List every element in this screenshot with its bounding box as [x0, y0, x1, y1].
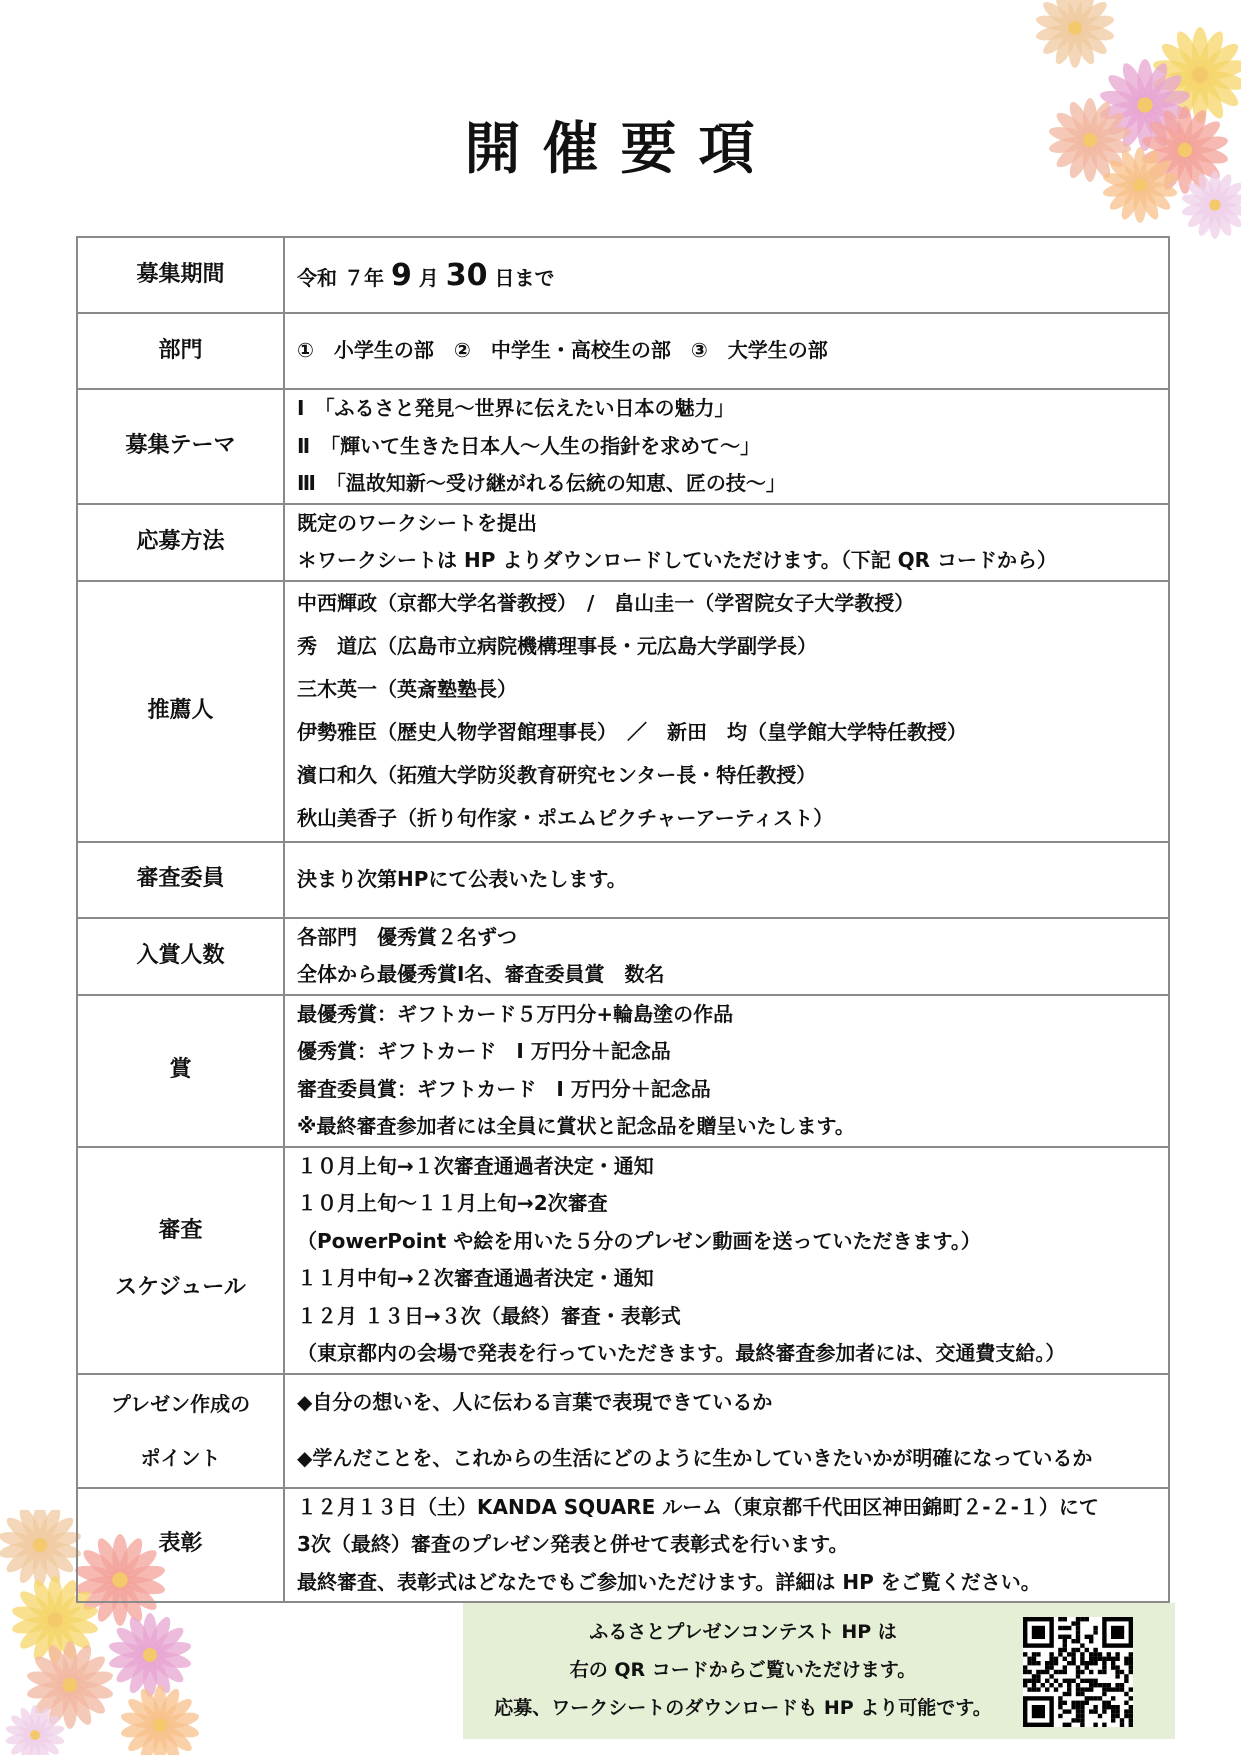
row-apply	[77, 504, 1169, 581]
label-recommenders: 推薦人	[77, 581, 284, 842]
value-points	[284, 1374, 1169, 1488]
recommender-line: 三木英一（英斎塾塾長）	[297, 677, 517, 701]
schedule-label-1: 審査	[158, 1218, 203, 1244]
qr-info-text	[463, 1613, 1023, 1727]
schedule-line: （東京都内の会場で発表を行っていただきます。最終審査参加者には、交通費支給。）	[297, 1341, 1066, 1365]
row-prize	[77, 995, 1169, 1147]
award-line: 最終審査、表彰式はどなたでもご参加いただけます。詳細は HP をご覧ください。	[297, 1569, 1041, 1594]
value-schedule	[284, 1147, 1169, 1374]
row-theme	[77, 389, 1169, 504]
period-year-unit: 年	[363, 265, 384, 290]
points-label-2: ポイント	[140, 1445, 221, 1470]
row-points	[77, 1374, 1169, 1488]
row-judges	[77, 842, 1169, 918]
points-label-1: プレゼン作成の	[110, 1391, 251, 1416]
value-award	[284, 1488, 1169, 1603]
value-judges	[284, 842, 1169, 918]
prize-line: 最優秀賞：ギフトカード５万円分+輪島塗の作品	[297, 1001, 734, 1026]
schedule-line: （PowerPoint や絵を用いた５分のプレゼン動画を送っていただきます。）	[297, 1228, 981, 1253]
row-division	[77, 313, 1169, 389]
points-line: ◆学んだことを、これからの生活にどのように生かしていきたいかが明確になっているか	[297, 1445, 1093, 1470]
label-judges: 審査委員	[77, 842, 284, 918]
recommender-line: 秋山美香子（折り句作家・ポエムピクチャーアーティスト）	[297, 806, 834, 830]
value-prize	[284, 995, 1169, 1147]
apply-line: 既定のワークシートを提出	[297, 510, 537, 535]
recommender-line: 濱口和久（拓殖大学防災教育研究センター長・特任教授）	[297, 763, 817, 787]
value-theme	[284, 389, 1169, 504]
points-line: ◆自分の想いを、人に伝わる言葉で表現できているか	[297, 1390, 773, 1414]
value-apply	[284, 504, 1169, 581]
award-line: 3次（最終）審査のプレゼン発表と併せて表彰式を行います。	[297, 1532, 849, 1556]
row-period	[77, 237, 1169, 313]
period-year: ７	[343, 265, 364, 290]
recommender-line: 秀 道広（広島市立病院機構理事長・元広島大学副学長）	[297, 634, 817, 658]
row-recommenders	[77, 581, 1169, 842]
value-winners	[284, 918, 1169, 995]
label-period: 募集期間	[77, 237, 284, 313]
division-line: ① 小学生の部 ② 中学生・高校生の部 ③ 大学生の部	[297, 338, 828, 363]
apply-line: ＊ワークシートは HP よりダウンロードしていただけます。（下記 QR コードから）	[297, 548, 1058, 572]
label-award: 表彰	[77, 1488, 284, 1603]
value-recommenders	[284, 581, 1169, 842]
schedule-line: １１月中旬→２次審査通過者決定・通知	[297, 1266, 654, 1290]
value-division	[284, 313, 1169, 389]
value-period	[284, 237, 1169, 313]
schedule-line: １０月上旬→１次審査通過者決定・通知	[297, 1153, 654, 1178]
row-schedule	[77, 1147, 1169, 1374]
period-suffix: 日まで	[494, 265, 555, 290]
recommender-line: 伊勢雅臣（歴史人物学習館理事長） ／ 新田 均（皇学館大学特任教授）	[297, 720, 967, 744]
prize-line: 優秀賞：ギフトカード Ⅰ 万円分＋記念品	[297, 1039, 671, 1063]
label-prize: 賞	[77, 995, 284, 1147]
award-line: １２月１３日（土）KANDA SQUARE ルーム（東京都千代田区神田錦町２-２-１）にて	[297, 1494, 1099, 1519]
label-apply: 応募方法	[77, 504, 284, 581]
flower-icon	[1035, 0, 1116, 68]
theme-line: Ⅰ 「ふるさと発見～世界に伝えたい日本の魅力」	[297, 396, 735, 420]
schedule-line: １２月 １３日→３次（最終）審査・表彰式	[297, 1303, 681, 1328]
qr-info-line: 応募、ワークシートのダウンロードも HP より可能です。	[494, 1697, 992, 1719]
label-points	[77, 1374, 284, 1488]
period-month: 9	[390, 257, 412, 293]
qr-info-line: ふるさとプレゼンコンテスト HP は	[589, 1621, 897, 1643]
row-winners	[77, 918, 1169, 995]
label-division: 部門	[77, 313, 284, 389]
flower-icon	[0, 1510, 83, 1587]
period-day: 30	[445, 257, 488, 293]
requirements-table	[76, 236, 1170, 1603]
prize-line: ※最終審査参加者には全員に賞状と記念品を贈呈いたします。	[297, 1114, 855, 1138]
schedule-label-2: スケジュール	[115, 1275, 246, 1300]
prize-line: 審査委員賞：ギフトカード Ⅰ 万円分＋記念品	[297, 1076, 711, 1101]
period-month-unit: 月	[418, 265, 439, 290]
schedule-line: １０月上旬～１１月上旬→2次審査	[297, 1191, 608, 1215]
recommender-line: 中西輝政（京都大学名誉教授） / 畠山圭一（学習院女子大学教授）	[297, 591, 915, 615]
judges-line: 決まり次第HPにて公表いたします。	[297, 866, 627, 891]
qr-code-icon[interactable]	[1023, 1617, 1133, 1727]
theme-line: Ⅱ 「輝いて生きた日本人～人生の指針を求めて～」	[297, 433, 761, 458]
page-title: 開催要項	[464, 116, 777, 182]
qr-info-line: 右の QR コードからご覧いただけます。	[569, 1659, 917, 1681]
flower-icon	[120, 1685, 201, 1755]
label-winners: 入賞人数	[77, 918, 284, 995]
theme-line: Ⅲ 「温故知新～受け継がれる伝統の知恵、匠の技～」	[297, 471, 786, 495]
row-award	[77, 1488, 1169, 1603]
winners-line: 各部門 優秀賞２名ずつ	[297, 924, 517, 949]
label-schedule	[77, 1147, 284, 1374]
label-theme: 募集テーマ	[77, 389, 284, 504]
qr-info-box	[463, 1603, 1175, 1739]
period-pre: 令和	[297, 265, 337, 290]
winners-line: 全体から最優秀賞Ⅰ名、審査委員賞 数名	[297, 962, 665, 986]
